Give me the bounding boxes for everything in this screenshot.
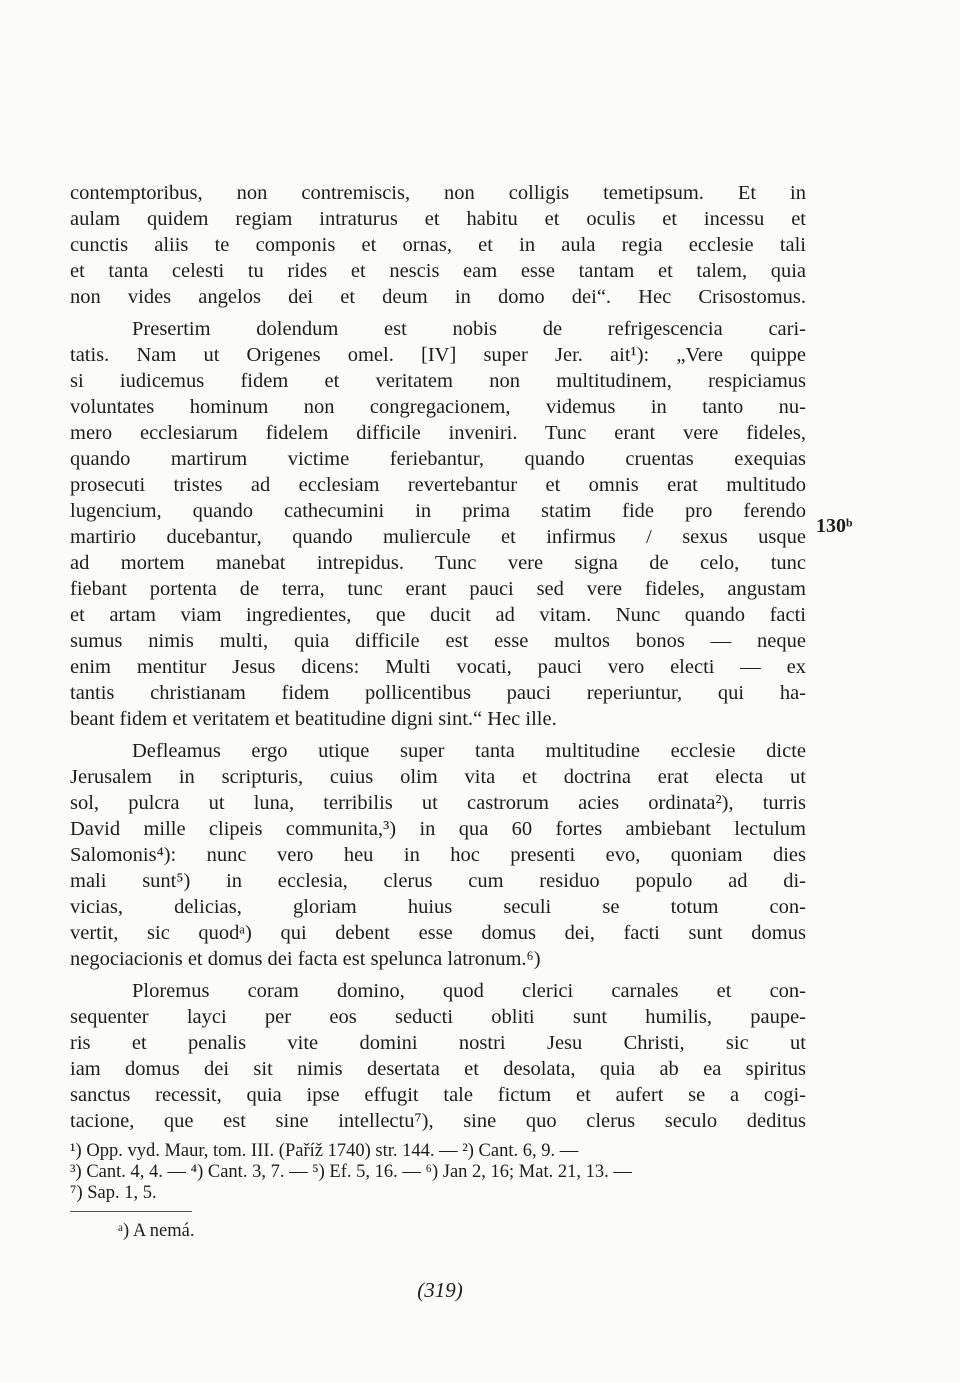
text-line: Salomonis⁴): nunc vero heu in hoc presenti evo, quoniam dies (70, 844, 806, 866)
footnote-line: ¹) Opp. vyd. Maur, tom. III. (Paříž 1740) str. 144. — ²) Cant. 6, 9. — (70, 1141, 579, 1161)
text-line: Jerusalem in scripturis, cuius olim vita et doctrina erat electa ut (70, 766, 806, 788)
text-line: mali sunt⁵) in ecclesia, clerus cum residuo populo ad di- (70, 870, 806, 892)
page-number: (319) (417, 1278, 463, 1302)
text-line: prosecuti tristes ad ecclesiam revertebantur et omnis erat multitudo (70, 474, 806, 496)
text-line: ad mortem manebat intrepidus. Tunc vere signa de celo, tunc (70, 552, 806, 574)
text-line: non vides angelos dei et deum in domo dei“. Hec Crisostomus. (70, 286, 806, 308)
text-line: quando martirum victime feriebantur, quando cruentas exequias (70, 448, 806, 470)
text-line: sol, pulcra ut luna, terribilis ut castrorum acies ordinata²), turris (70, 792, 806, 814)
text-line: mero ecclesiarum fidelem difficile inveniri. Tunc erant vere fideles, (70, 422, 806, 444)
margin-folio-note: 130ᵇ (816, 515, 853, 537)
text-line: Ploremus coram domino, quod clerici carnales et con- (132, 980, 806, 1002)
text-line: si iudicemus fidem et veritatem non multitudinem, respiciamus (70, 370, 806, 392)
footnote-divider (70, 1211, 192, 1212)
text-line: tatis. Nam ut Origenes omel. [IV] super Jer. ait¹): „Vere quippe (70, 344, 806, 366)
text-line: ris et penalis vite domini nostri Jesu Christi, sic ut (70, 1032, 806, 1054)
text-line: David mille clipeis communita,³) in qua 60 fortes ambiebant lectulum (70, 818, 806, 840)
footnote-line: ³) Cant. 4, 4. — ⁴) Cant. 3, 7. — ⁵) Ef. 5, 16. — ⁶) Jan 2, 16; Mat. 21, 13. — (70, 1162, 632, 1182)
text-line: tacione, que est sine intellectu⁷), sine quo clerus seculo deditus (70, 1110, 806, 1132)
text-line: Presertim dolendum est nobis de refrigescencia cari- (132, 318, 806, 340)
text-line: et artam viam ingredientes, que ducit ad vitam. Nunc quando facti (70, 604, 806, 626)
text-line: vertit, sic quodᵃ) qui debent esse domus dei, facti sunt domus (70, 922, 806, 944)
text-line: vicias, delicias, gloriam huius seculi se totum con- (70, 896, 806, 918)
text-line: sumus nimis multi, quia difficile est esse multos bonos — neque (70, 630, 806, 652)
text-line: cunctis aliis te componis et ornas, et in aula regia ecclesie tali (70, 234, 806, 256)
text-line: lugencium, quando cathecumini in prima statim fide pro ferendo (70, 500, 806, 522)
footnote-line: ⁷) Sap. 1, 5. (70, 1183, 157, 1203)
critical-apparatus-note: ᵃ) A nemá. (118, 1221, 195, 1241)
text-line: fiebant portenta de terra, tunc erant pauci sed vere fideles, angustam (70, 578, 806, 600)
text-line: tantis christianam fidem pollicentibus pauci reperiuntur, qui ha- (70, 682, 806, 704)
text-line: martirio ducebantur, quando muliercule et infirmus / sexus usque (70, 526, 806, 548)
text-line: Defleamus ergo utique super tanta multitudine ecclesie dicte (132, 740, 806, 762)
text-line: negociacionis et domus dei facta est spelunca latronum.⁶) (70, 948, 541, 970)
text-line: sequenter layci per eos seducti obliti sunt humilis, paupe- (70, 1006, 806, 1028)
text-line: et tanta celesti tu rides et nescis eam esse tantam et talem, quia (70, 260, 806, 282)
text-line: iam domus dei sit nimis desertata et desolata, quia ab ea spiritus (70, 1058, 806, 1080)
text-line: enim mentitur Jesus dicens: Multi vocati, pauci vero electi — ex (70, 656, 806, 678)
text-line: contemptoribus, non contremiscis, non colligis temetipsum. Et in (70, 182, 806, 204)
text-line: voluntates hominum non congregacionem, videmus in tanto nu- (70, 396, 806, 418)
text-line: aulam quidem regiam intraturus et habitu et oculis et incessu et (70, 208, 806, 230)
text-line: beant fidem et veritatem et beatitudine digni sint.“ Hec ille. (70, 708, 557, 730)
text-line: sanctus recessit, quia ipse effugit tale fictum et aufert se a cogi- (70, 1084, 806, 1106)
